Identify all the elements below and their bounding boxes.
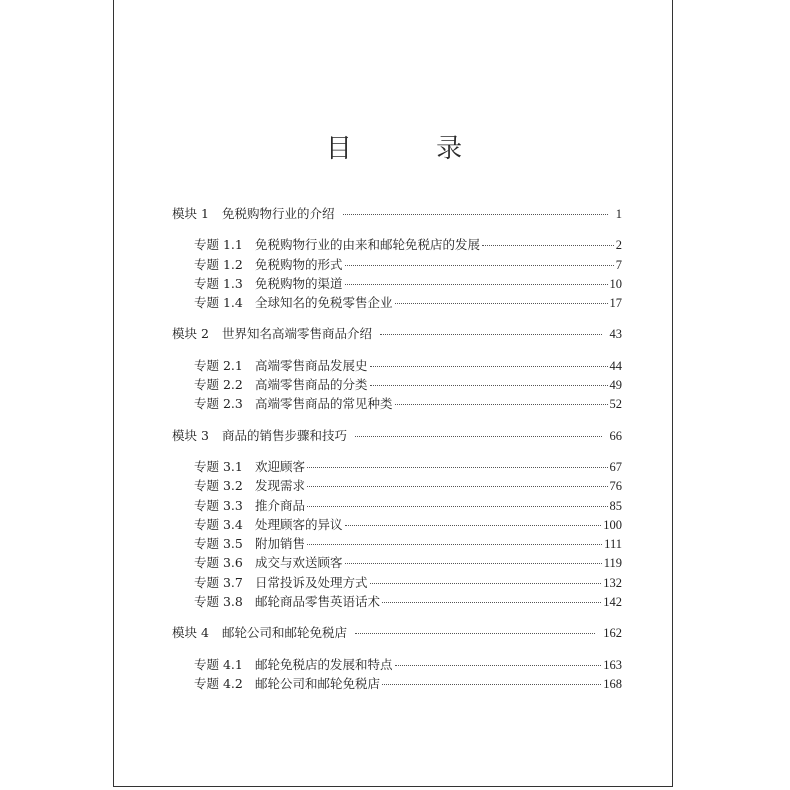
dot-leader xyxy=(482,244,614,246)
dot-leader xyxy=(345,524,602,526)
dot-leader xyxy=(307,485,607,487)
topic-number: 专题 2.1 xyxy=(194,357,243,373)
toc-topic-3-2[interactable] xyxy=(172,476,622,495)
dot-leader xyxy=(395,302,608,304)
toc-topic-2-1[interactable] xyxy=(172,356,622,375)
page-number: 44 xyxy=(609,358,622,373)
table-of-contents xyxy=(172,204,622,693)
topic-number: 专题 3.1 xyxy=(194,458,243,474)
toc-topic-3-3[interactable] xyxy=(172,496,622,515)
topic-number: 专题 3.8 xyxy=(194,594,243,610)
dot-leader xyxy=(307,466,607,468)
toc-topic-1-3[interactable] xyxy=(172,274,622,293)
page-number: 132 xyxy=(603,575,622,590)
dot-leader xyxy=(370,365,608,367)
topic-number: 专题 2.2 xyxy=(194,377,243,393)
topic-title: 高端零售商品的分类 xyxy=(255,377,368,393)
dot-leader xyxy=(345,283,608,285)
topic-title: 高端零售商品的常见种类 xyxy=(255,396,393,412)
toc-topic-3-7[interactable] xyxy=(172,573,622,592)
topic-number: 专题 1.3 xyxy=(194,275,243,291)
page-number: 76 xyxy=(609,479,622,494)
page-title: 目 录 xyxy=(325,134,501,164)
page-number: 162 xyxy=(603,626,622,641)
topic-number: 专题 3.3 xyxy=(194,497,243,513)
module-number: 模块 3 xyxy=(172,427,209,443)
page-number: 43 xyxy=(609,327,622,342)
page-number: 17 xyxy=(609,296,622,311)
dot-leader xyxy=(382,683,601,685)
topic-number: 专题 3.5 xyxy=(194,536,243,552)
dot-leader xyxy=(355,632,595,634)
topic-title: 全球知名的免税零售企业 xyxy=(255,295,393,311)
toc-topic-4-1[interactable] xyxy=(172,655,622,674)
topic-number: 专题 1.1 xyxy=(194,237,243,253)
page-number: 67 xyxy=(609,459,622,474)
page-number: 111 xyxy=(604,537,622,552)
topic-title: 免税购物的渠道 xyxy=(255,275,343,291)
document-page xyxy=(113,0,673,787)
topic-title: 处理顾客的异议 xyxy=(255,516,343,532)
topic-number: 专题 4.2 xyxy=(194,675,243,691)
topic-number: 专题 1.4 xyxy=(194,295,243,311)
topic-title: 高端零售商品发展史 xyxy=(255,357,368,373)
toc-module-2[interactable] xyxy=(172,324,622,343)
toc-topic-3-4[interactable] xyxy=(172,515,622,534)
topic-title: 欢迎顾客 xyxy=(255,458,306,474)
topic-title: 免税购物的形式 xyxy=(255,256,343,272)
topic-number: 专题 3.2 xyxy=(194,478,243,494)
dot-leader xyxy=(370,384,608,386)
topic-title: 免税购物行业的由来和邮轮免税店的发展 xyxy=(255,237,481,253)
topic-title: 邮轮免税店的发展和特点 xyxy=(255,656,393,672)
topic-title: 邮轮公司和邮轮免税店 xyxy=(255,675,381,691)
dot-leader xyxy=(395,664,602,666)
topic-title: 发现需求 xyxy=(255,478,306,494)
toc-topic-4-2[interactable] xyxy=(172,674,622,693)
page-number: 10 xyxy=(609,276,622,291)
module-title: 商品的销售步骤和技巧 xyxy=(222,427,348,443)
topic-number: 专题 3.4 xyxy=(194,516,243,532)
dot-leader xyxy=(345,562,602,564)
page-number: 142 xyxy=(603,595,622,610)
toc-module-3[interactable] xyxy=(172,426,622,445)
topic-number: 专题 3.6 xyxy=(194,555,243,571)
toc-topic-3-1[interactable] xyxy=(172,457,622,476)
page-number: 1 xyxy=(615,207,622,221)
page-number: 100 xyxy=(603,517,622,532)
page-number: 119 xyxy=(603,556,622,571)
module-number: 模块 2 xyxy=(172,326,209,342)
page-number: 52 xyxy=(609,397,622,412)
topic-number: 专题 3.7 xyxy=(194,574,243,590)
page-number: 49 xyxy=(609,378,622,393)
page-number: 163 xyxy=(603,657,622,672)
dot-leader xyxy=(343,213,608,215)
dot-leader xyxy=(370,582,602,584)
module-title: 邮轮公司和邮轮免税店 xyxy=(222,625,348,641)
toc-topic-3-8[interactable] xyxy=(172,592,622,611)
toc-topic-2-2[interactable] xyxy=(172,375,622,394)
page-number: 7 xyxy=(615,257,622,272)
toc-topic-3-6[interactable] xyxy=(172,553,622,572)
topic-number: 专题 2.3 xyxy=(194,396,243,412)
topic-title: 成交与欢送顾客 xyxy=(255,555,343,571)
module-number: 模块 4 xyxy=(172,625,209,641)
dot-leader xyxy=(380,333,601,335)
dot-leader xyxy=(345,264,614,266)
toc-topic-1-2[interactable] xyxy=(172,255,622,274)
topic-number: 专题 1.2 xyxy=(194,256,243,272)
module-number: 模块 1 xyxy=(172,206,209,221)
toc-topic-1-1[interactable] xyxy=(172,235,622,254)
module-title: 免税购物行业的介绍 xyxy=(222,206,335,221)
topic-number: 专题 4.1 xyxy=(194,656,243,672)
toc-module-4[interactable] xyxy=(172,623,622,642)
toc-topic-3-5[interactable] xyxy=(172,534,622,553)
topic-title: 附加销售 xyxy=(255,536,306,552)
module-title: 世界知名高端零售商品介绍 xyxy=(222,326,373,342)
dot-leader xyxy=(355,435,601,437)
topic-title: 日常投诉及处理方式 xyxy=(255,574,368,590)
page-number: 2 xyxy=(615,238,622,253)
dot-leader xyxy=(395,403,608,405)
toc-topic-1-4[interactable] xyxy=(172,293,622,312)
dot-leader xyxy=(307,543,602,545)
dot-leader xyxy=(307,505,607,507)
page-number: 85 xyxy=(609,498,622,513)
topic-title: 邮轮商品零售英语话术 xyxy=(255,594,381,610)
page-number: 168 xyxy=(603,676,622,691)
dot-leader xyxy=(382,601,601,603)
toc-module-1[interactable] xyxy=(172,204,622,223)
topic-title: 推介商品 xyxy=(255,497,306,513)
page-number: 66 xyxy=(609,428,622,443)
toc-topic-2-3[interactable] xyxy=(172,394,622,413)
